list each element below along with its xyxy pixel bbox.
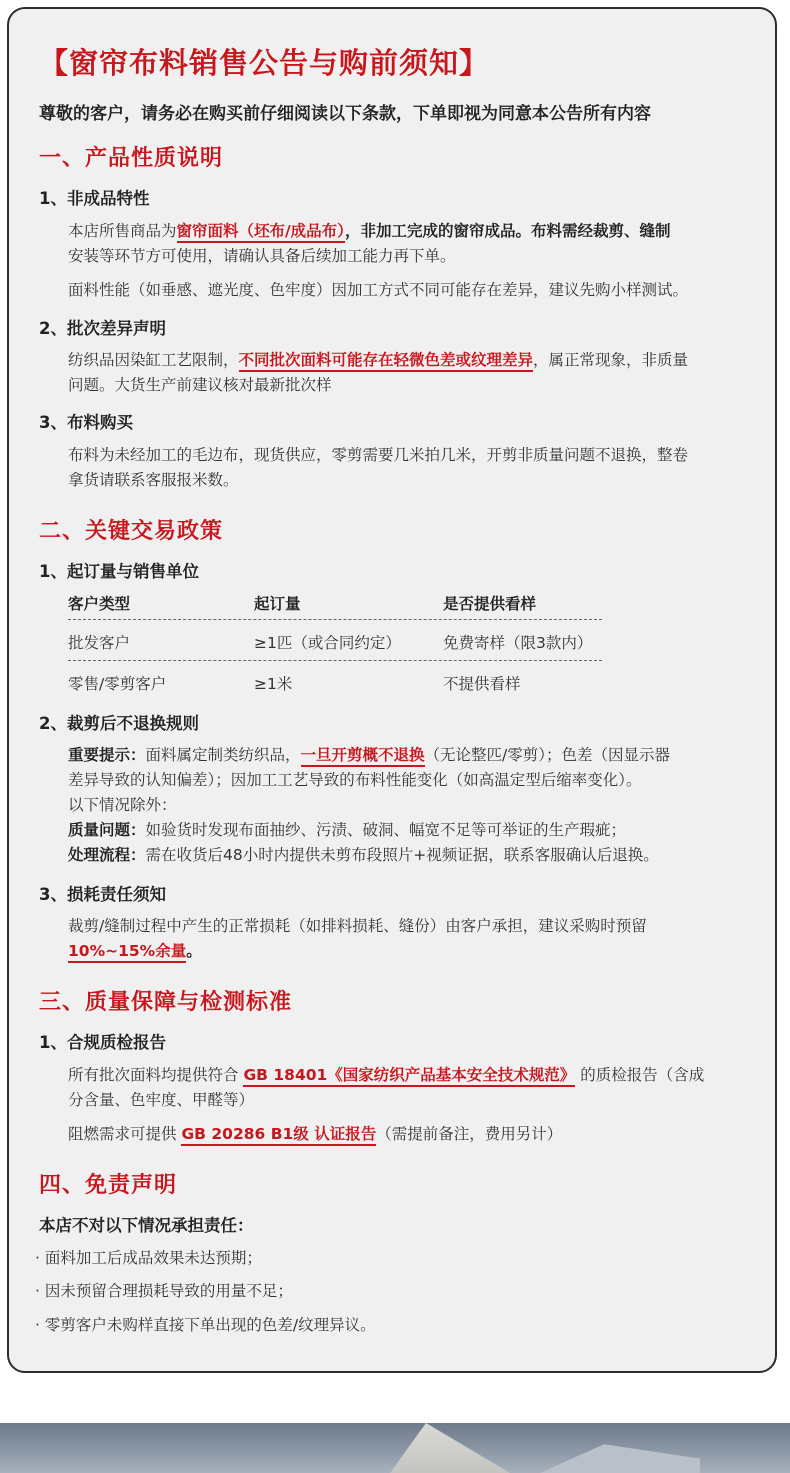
list-item: · 零剪客户未购样直接下单出现的色差/纹理异议。 <box>35 1316 376 1334</box>
paragraph-line: 拿货请联系客服报米数。 <box>68 471 239 489</box>
table-cell: 零售/零剪客户 <box>68 675 167 693</box>
paragraph-line <box>68 843 659 865</box>
table-header-cell: 是否提供看样 <box>443 595 537 613</box>
section-heading-quality: 三、质量保障与检测标准 <box>39 990 293 1015</box>
label-text: 质量问题： <box>68 821 146 839</box>
text-span: 所有批次面料均提供符合 <box>68 1066 239 1084</box>
item-title-moq: 1、起订量与销售单位 <box>39 562 199 581</box>
paragraph-line <box>68 743 670 765</box>
text-span: 的质检报告（含成 <box>580 1066 705 1084</box>
paragraph-line <box>68 939 202 961</box>
item-title-non-finished: 1、非成品特性 <box>39 189 150 208</box>
section-heading-product: 一、产品性质说明 <box>39 146 224 171</box>
table-cell: ≥1匹（或合同约定） <box>254 634 401 652</box>
paragraph-line: 布料为未经加工的毛边布，现货供应，零剪需要几米拍几米，开剪非质量问题不退换，整卷 <box>68 446 689 464</box>
item-title-purchase: 3、布料购买 <box>39 413 133 432</box>
item-title-no-return: 2、裁剪后不退换规则 <box>39 714 199 733</box>
paragraph-line <box>68 1063 704 1085</box>
table-cell: 免费寄样（限3款内） <box>443 634 593 652</box>
section-heading-disclaimer: 四、免责声明 <box>39 1173 178 1198</box>
highlight-text: 窗帘面料（坯布/成品布） <box>177 222 345 243</box>
highlight-text: 10%~15%余量 <box>68 942 186 963</box>
text-span: 需在收货后48小时内提供未剪布段照片+视频证据，联系客服确认后退换。 <box>145 846 659 864</box>
disclaimer-subtitle: 本店不对以下情况承担责任： <box>39 1216 254 1235</box>
notice-card <box>7 7 777 1373</box>
paragraph-line <box>68 818 626 840</box>
item-title-loss: 3、损耗责任须知 <box>39 885 166 904</box>
label-text: 处理流程： <box>68 846 146 864</box>
table-cell: 不提供看样 <box>443 675 521 693</box>
text-span: ，属正常现象，非质量 <box>533 351 689 369</box>
text-span: 阻燃需求可提供 <box>68 1125 177 1143</box>
building-shape <box>540 1437 700 1473</box>
paragraph-line <box>68 219 670 241</box>
paragraph-line: 分含量、色牢度、甲醛等） <box>68 1091 255 1109</box>
paragraph-line: 安装等环节方可使用，请确认具备后续加工能力再下单。 <box>68 247 456 265</box>
table-header-cell: 起订量 <box>254 595 301 613</box>
label-text: 重要提示： <box>68 746 146 764</box>
intro-text: 尊敬的客户，请务必在购买前仔细阅读以下条款，下单即视为同意本公告所有内容 <box>39 104 651 124</box>
building-shape <box>390 1423 510 1473</box>
paragraph-line: 面料性能（如垂感、遮光度、色牢度）因加工方式不同可能存在差异，建议先购小样测试。 <box>68 281 689 299</box>
text-span: （需提前备注，费用另计） <box>376 1125 563 1143</box>
table-cell: ≥1米 <box>254 675 293 693</box>
list-item: · 因未预留合理损耗导致的用量不足； <box>35 1282 293 1300</box>
highlight-text: GB 20286 B1级 认证报告 <box>181 1125 376 1146</box>
item-title-batch: 2、批次差异声明 <box>39 319 166 338</box>
paragraph-line: 问题。大货生产前建议核对最新批次样 <box>68 376 332 394</box>
table-divider <box>68 619 602 620</box>
highlight-text: 不同批次面料可能存在轻微色差或纹理差异 <box>239 351 534 372</box>
highlight-text: GB 18401《国家纺织产品基本安全技术规范》 <box>243 1066 575 1087</box>
table-divider <box>68 660 602 661</box>
table-cell: 批发客户 <box>68 634 131 652</box>
list-item: · 面料加工后成品效果未达预期； <box>35 1249 262 1267</box>
bottom-photo-strip <box>0 1423 790 1473</box>
paragraph-line: 裁剪/缝制过程中产生的正常损耗（如排料损耗、缝份）由客户承担，建议采购时预留 <box>68 917 647 935</box>
text-span: 面料属定制类纺织品， <box>145 746 301 764</box>
page-title: 【窗帘布料销售公告与购前须知】 <box>39 46 490 80</box>
text-span: 。 <box>186 942 202 960</box>
text-span: 本店所售商品为 <box>68 222 177 240</box>
item-title-report: 1、合规质检报告 <box>39 1033 166 1052</box>
text-span: ，非加工完成的窗帘成品。布料需经裁剪、缝制 <box>344 222 671 240</box>
table-header-cell: 客户类型 <box>68 595 131 613</box>
paragraph-line <box>68 348 688 370</box>
text-span: （无论整匹/零剪）；色差（因显示器 <box>424 746 671 764</box>
highlight-text: 一旦开剪概不退换 <box>301 746 425 767</box>
paragraph-line: 差异导致的认知偏差）；因加工工艺导致的布料性能变化（如高温定型后缩率变化）。 <box>68 771 642 789</box>
text-span: 如验货时发现布面抽纱、污渍、破洞、幅宽不足等可举证的生产瑕疵； <box>145 821 627 839</box>
section-heading-policy: 二、关键交易政策 <box>39 519 224 544</box>
paragraph-line <box>68 1122 562 1144</box>
text-span: 纺织品因染缸工艺限制， <box>68 351 239 369</box>
paragraph-line: 以下情况除外： <box>68 796 177 814</box>
